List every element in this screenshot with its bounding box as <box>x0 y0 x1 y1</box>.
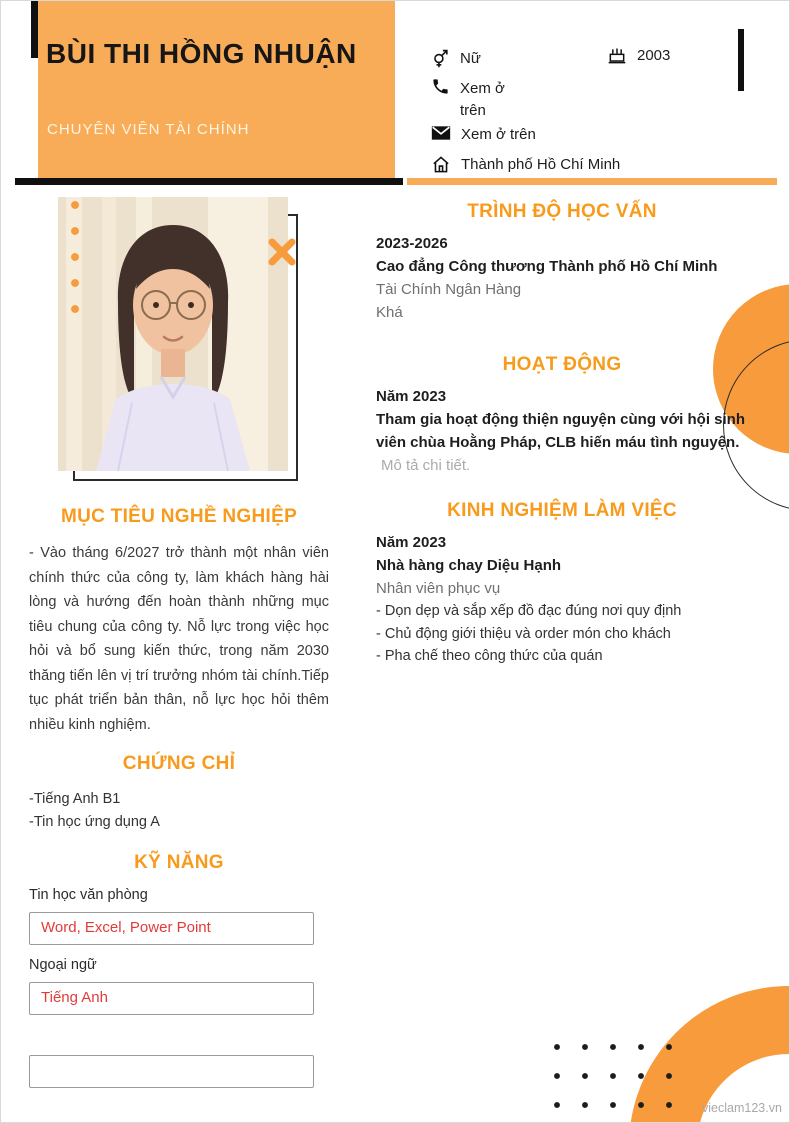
skill-input-language[interactable]: Tiếng Anh <box>29 982 314 1015</box>
contact-email <box>431 125 536 145</box>
activity-note: Mô tả chi tiết. <box>381 457 471 474</box>
section-heading-education: TRÌNH ĐỘ HỌC VẤN <box>467 201 657 222</box>
skill-label-office: Tin học văn phòng <box>29 887 148 903</box>
experience-company: Nhà hàng chay Diệu Hạnh <box>376 557 562 574</box>
education-period: 2023-2026 <box>376 235 448 252</box>
education-major: Tài Chính Ngân Hàng <box>376 281 522 298</box>
right-black-bar <box>738 29 744 91</box>
gender-value: Nữ <box>460 50 481 67</box>
education-grade: Khá <box>376 304 403 321</box>
address-value: Thành phố Hồ Chí Minh <box>461 156 621 173</box>
contact-address <box>431 155 620 178</box>
x-mark-icon <box>267 237 297 267</box>
contact-birth-year <box>607 46 670 70</box>
experience-period: Năm 2023 <box>376 534 447 551</box>
left-column <box>29 506 329 1088</box>
divider-black-segment <box>15 178 403 185</box>
activity-description: Tham gia hoạt động thiện nguyện cùng với hội sinh viên chùa Hoằng Pháp, CLB hiến máu tình nguyện. <box>376 411 745 451</box>
left-black-bar <box>31 1 38 58</box>
experience-duty: - Dọn dẹp và sắp xếp đồ đạc đúng nơi quy định <box>376 603 682 619</box>
skill-input-office[interactable]: Word, Excel, Power Point <box>29 912 314 945</box>
candidate-name: BÙI THI HỒNG NHUẬN <box>46 38 357 69</box>
section-heading-skills: KỸ NĂNG <box>134 852 224 873</box>
email-icon <box>431 125 451 145</box>
right-column <box>376 201 748 668</box>
watermark: vieclam123.vn <box>702 1101 782 1115</box>
contact-phone <box>431 77 511 122</box>
section-heading-experience: KINH NGHIỆM LÀM VIỆC <box>447 500 677 521</box>
birth-year-value: 2003 <box>637 47 671 64</box>
header-name-block <box>38 1 395 181</box>
experience-duty: - Pha chế theo công thức của quán <box>376 648 603 664</box>
section-heading-certificates: CHỨNG CHỈ <box>122 753 236 774</box>
experience-duty: - Chủ động giới thiệu và order món cho khách <box>376 625 671 642</box>
certificate-item: -Tiếng Anh B1 <box>29 791 121 807</box>
section-heading-activities: HOẠT ĐỘNG <box>502 354 622 375</box>
education-school: Cao đẳng Công thương Thành phố Hồ Chí Minh <box>376 258 718 275</box>
experience-role: Nhân viên phục vụ <box>376 580 501 597</box>
profile-photo <box>58 197 288 471</box>
gender-icon <box>431 49 450 72</box>
objective-text: - Vào tháng 6/2027 trở thành một nhân viên chính thức của công ty, làm khách hàng hài lòng và hướng đến hoàn thành những mục tiêu chung của công ty. Nỗ lực trong việc học hỏi và bổ sung kiến thức, trong năm 2030 thăng tiến lên vị trí trưởng nhóm tài chính.Tiếp tục phát triển bản thân, nỗ lực học hỏi thêm nhiều kinh nghiệm. <box>29 545 329 733</box>
phone-icon <box>431 77 450 100</box>
contact-gender <box>431 49 481 72</box>
birthday-icon <box>607 46 627 70</box>
divider-orange-segment <box>407 178 777 185</box>
activity-period: Năm 2023 <box>376 388 447 405</box>
photo-dots-decoration <box>71 201 81 323</box>
section-heading-objective: MỤC TIÊU NGHỀ NGHIỆP <box>60 506 298 527</box>
email-value: Xem ở trên <box>461 126 536 143</box>
skill-label-language: Ngoại ngữ <box>29 957 97 973</box>
certificate-item: -Tin học ứng dụng A <box>29 814 160 830</box>
dot-grid-decoration <box>554 1044 679 1120</box>
candidate-job-title: CHUYÊN VIÊN TÀI CHÍNH <box>47 121 250 138</box>
phone-value: Xem ở trên <box>460 80 505 119</box>
home-icon <box>431 155 451 178</box>
skill-input-empty[interactable] <box>29 1055 314 1088</box>
